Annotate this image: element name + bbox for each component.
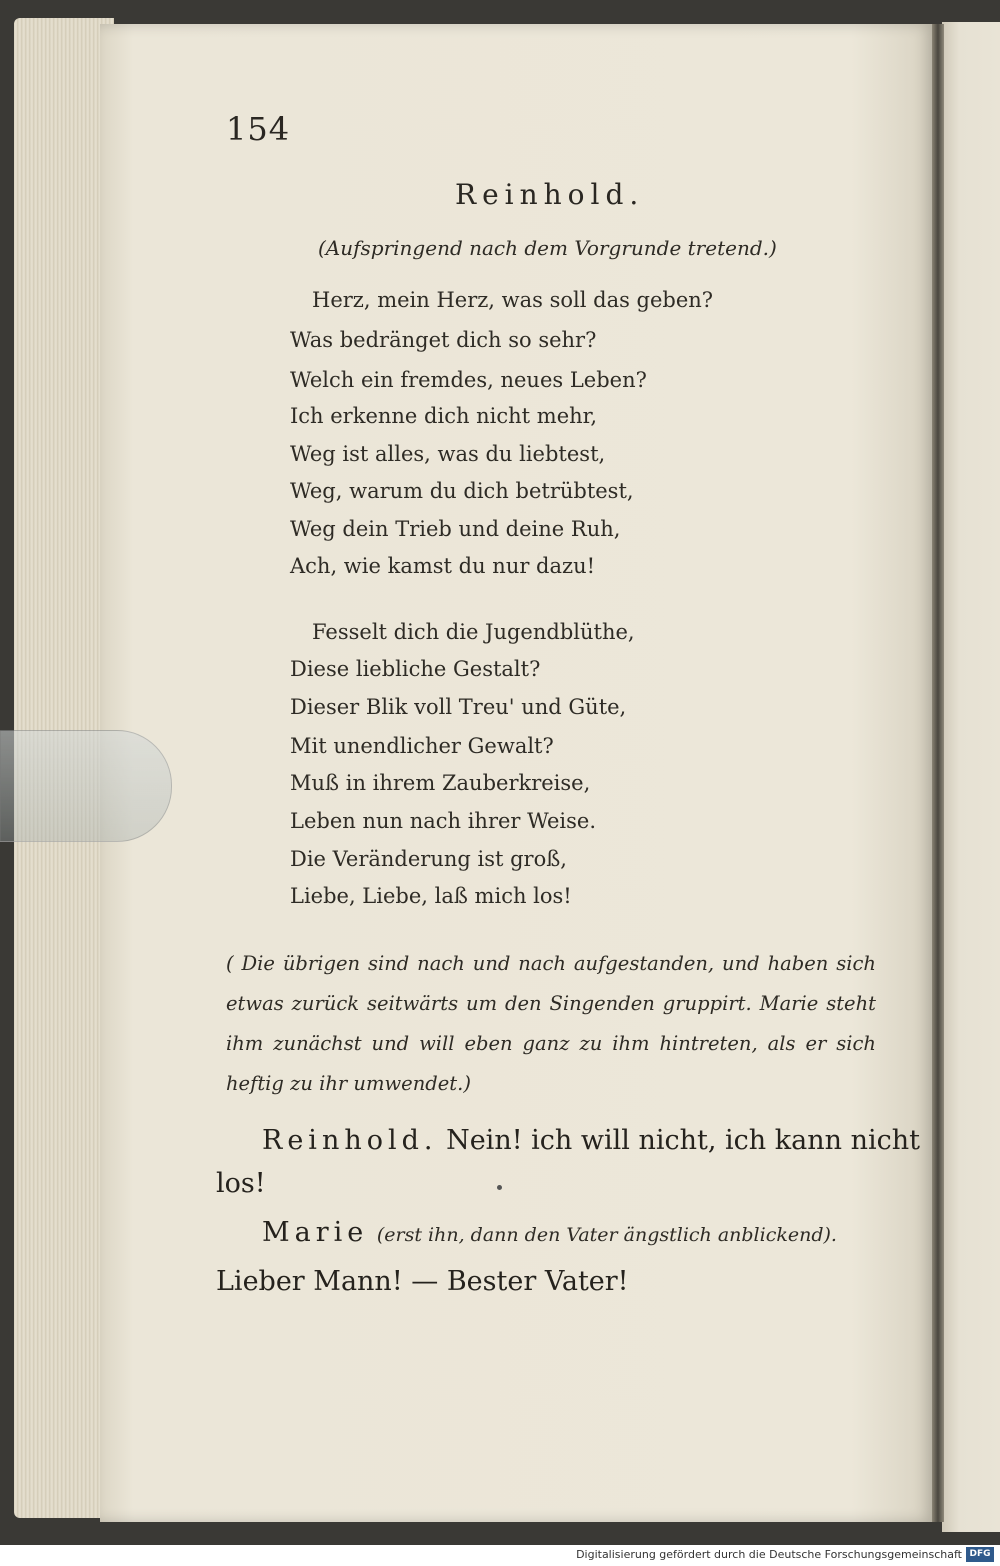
verse-line: Diese liebliche Gestalt?: [290, 657, 541, 681]
dfg-logo: DFG: [966, 1547, 994, 1562]
dialogue-line: [262, 1125, 920, 1156]
page-number: 154: [226, 110, 291, 148]
verse-line: Leben nun nach ihrer Weise.: [290, 809, 597, 833]
verse-line: Ach, wie kamst du nur dazu!: [290, 554, 596, 578]
verse-line: Weg dein Trieb und deine Ruh,: [290, 517, 621, 541]
speaker-name: Marie: [262, 1217, 369, 1248]
dialogue-continuation: los!: [216, 1168, 266, 1199]
dialogue-text: Lieber Mann! — Bester Vater!: [216, 1266, 629, 1297]
dialogue-text: Nein! ich will nicht, ich kann nicht: [446, 1125, 920, 1156]
verse-line: Welch ein fremdes, neues Leben?: [290, 368, 647, 392]
verse-line: Dieser Blik voll Treu' und Güte,: [290, 695, 627, 719]
stage-direction: (Aufspringend nach dem Vorgrunde tretend.): [318, 236, 777, 260]
footer-credit: Digitalisierung gefördert durch die Deutsche Forschungsgemeinschaft: [576, 1548, 962, 1561]
verse-line: Weg ist alles, was du liebtest,: [290, 442, 606, 466]
verse-line: Muß in ihrem Zauberkreise,: [290, 771, 591, 795]
book-gutter: [932, 24, 944, 1522]
dialogue-line: [262, 1217, 837, 1248]
speaker-heading: Reinhold.: [455, 178, 645, 211]
verse-line: Ich erkenne dich nicht mehr,: [290, 404, 598, 428]
verse-line: Fesselt dich die Jugendblüthe,: [312, 620, 635, 644]
prose-stage-direction: ( Die übrigen sind nach und nach aufgestanden, und haben sich etwas zurück seitwärts um den Singenden gruppirt. Marie steht ihm zunächst und will eben ganz zu ihm hintreten, als er sich heftig zu ihr umwendet.): [226, 952, 876, 1095]
verse-line: Liebe, Liebe, laß mich los!: [290, 884, 572, 908]
verse-line: Mit unendlicher Gewalt?: [290, 734, 554, 758]
verse-line: Weg, warum du dich betrübtest,: [290, 479, 634, 503]
verse-line: Herz, mein Herz, was soll das geben?: [312, 288, 714, 312]
stage-direction-inline: (erst ihn, dann den Vater ängstlich anblickend).: [376, 1224, 837, 1246]
page-clip: [0, 730, 172, 842]
printer-mark: [497, 1185, 502, 1190]
speaker-name: Reinhold.: [262, 1125, 438, 1156]
verse-line: Die Veränderung ist groß,: [290, 847, 567, 871]
verse-line: Was bedränget dich so sehr?: [290, 328, 597, 352]
facing-page-edge: [942, 22, 1000, 1532]
